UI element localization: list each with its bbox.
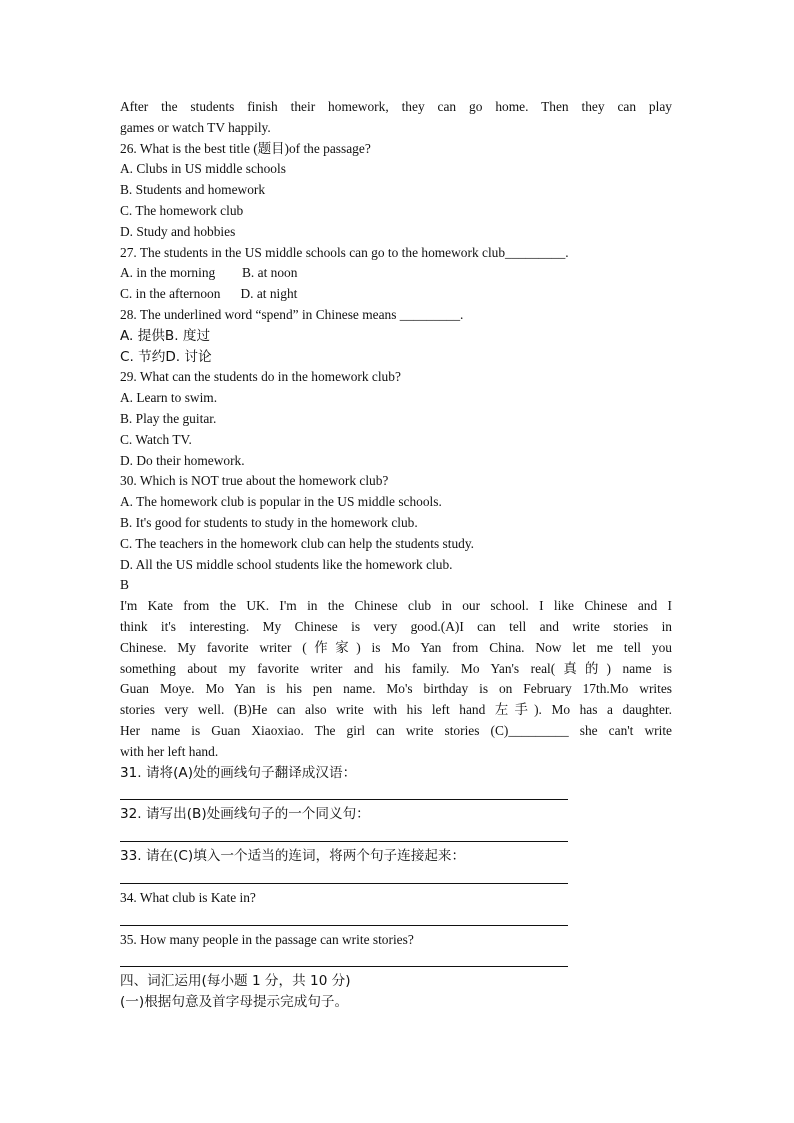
question-26-option-b: B. Students and homework	[120, 182, 266, 198]
intro-line-2: games or watch TV happily.	[120, 119, 271, 135]
exam-page	[120, 97, 672, 1013]
question-26-stem: 26. What is the best title (题目)of the passage?	[120, 140, 371, 156]
question-30-option-c: C. The teachers in the homework club can help the students study.	[120, 535, 475, 551]
question-30-stem: 30. Which is NOT true about the homework club?	[120, 473, 389, 489]
section-b-label: B	[120, 577, 129, 593]
answer-line-33[interactable]	[120, 867, 568, 884]
answer-line-35[interactable]	[120, 950, 568, 967]
question-29-option-b: B. Play the guitar.	[120, 410, 217, 426]
passage-line-3: Chinese. My favorite writer (作家) is Mo Yan from China. Now let me tell you	[120, 639, 672, 655]
question-26-option-d: D. Study and hobbies	[120, 223, 236, 239]
question-26-option-a: A. Clubs in US middle schools	[120, 161, 286, 177]
question-30-option-d: D. All the US middle school students like the homework club.	[120, 556, 453, 572]
question-27-options-ab: A. in the morning B. at noon	[120, 265, 298, 281]
question-29-stem: 29. What can the students do in the homework club?	[120, 369, 401, 385]
passage-line-7: Her name is Guan Xiaoxiao. The girl can write stories (C)_________ she can't write	[120, 722, 672, 738]
passage-line-6: stories very well. (B)He can also write with his left hand 左手). Mo has a daughter.	[120, 702, 672, 718]
question-28-options-ab: A. 提供B. 度过	[120, 327, 211, 344]
question-30-option-a: A. The homework club is popular in the US middle schools.	[120, 494, 442, 510]
question-28-stem: 28. The underlined word “spend” in Chinese means _________.	[120, 306, 464, 322]
passage-line-1: I'm Kate from the UK. I'm in the Chinese club in our school. I like Chinese and I	[120, 598, 672, 614]
question-29-option-a: A. Learn to swim.	[120, 390, 218, 406]
question-29-option-c: C. Watch TV.	[120, 431, 192, 447]
answer-line-32[interactable]	[120, 825, 568, 842]
question-29-option-d: D. Do their homework.	[120, 452, 245, 468]
passage-line-8: with her left hand.	[120, 743, 219, 759]
question-27-stem: 27. The students in the US middle schools can go to the homework club_________.	[120, 244, 569, 260]
answer-line-34[interactable]	[120, 909, 568, 926]
question-26-option-c: C. The homework club	[120, 202, 244, 218]
passage-line-5: Guan Moye. Mo Yan is his pen name. Mo's birthday is on February 17th.Mo writes	[120, 681, 672, 697]
passage-line-2: think it's interesting. My Chinese is very good.(A)I can tell and write stories in	[120, 618, 672, 634]
question-28-options-cd: C. 节约D. 讨论	[120, 348, 212, 365]
question-32: 32. 请写出(B)处画线句子的一个同义句：	[120, 806, 370, 823]
question-33: 33. 请在(C)填入一个适当的连词，将两个句子连接起来：	[120, 848, 466, 865]
answer-line-31[interactable]	[120, 783, 568, 800]
intro-line-1: After the students finish their homework, they can go home. Then they can play	[120, 99, 672, 114]
question-27-options-cd: C. in the afternoon D. at night	[120, 286, 298, 302]
question-34: 34. What club is Kate in?	[120, 889, 256, 905]
section-four-subheading: (一)根据句意及首字母提示完成句子。	[120, 994, 349, 1011]
question-30-option-b: B. It's good for students to study in the homework club.	[120, 514, 418, 530]
question-31: 31. 请将(A)处的画线句子翻译成汉语：	[120, 764, 357, 781]
section-four-heading: 四、词汇运用(每小题 1 分，共 10 分)	[120, 973, 351, 990]
question-35: 35. How many people in the passage can write stories?	[120, 931, 414, 947]
passage-line-4: something about my favorite writer and his family. Mo Yan's real(真的) name is	[120, 660, 672, 676]
